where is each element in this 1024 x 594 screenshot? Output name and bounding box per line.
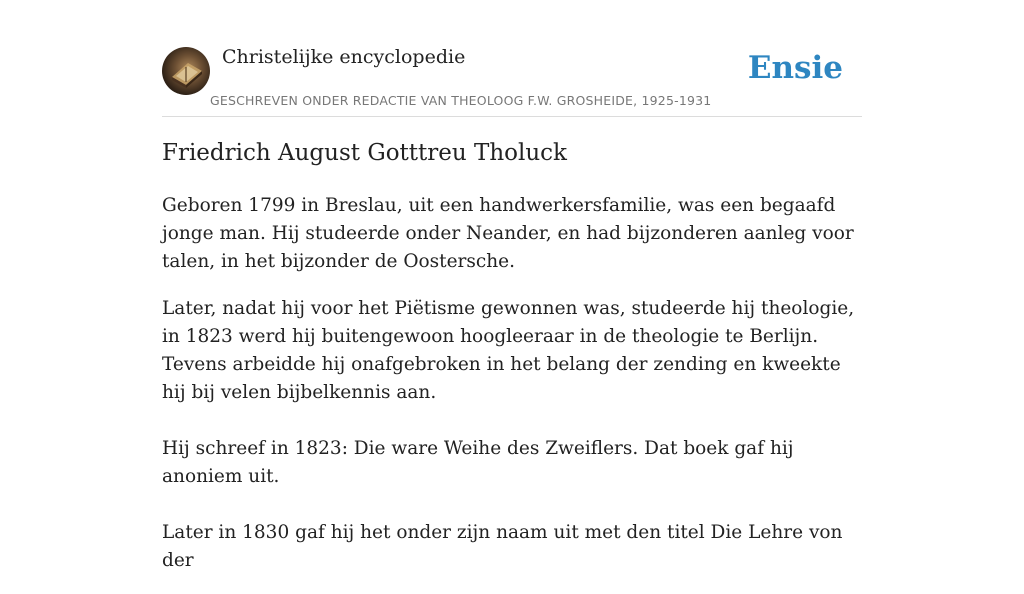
article-body (162, 192, 862, 594)
paragraph: Hij schreef in 1823: Die ware Weihe des Zweiflers. Dat boek gaf hij anoniem uit. (162, 438, 794, 487)
brand-logo[interactable]: Ensie (747, 50, 843, 86)
site-subtitle: GESCHREVEN ONDER REDACTIE VAN THEOLOOG F.W. GROSHEIDE, 1925-1931 (210, 93, 712, 108)
book-photo-icon (162, 47, 210, 95)
page-title: Friedrich August Gotttreu Tholuck (162, 140, 567, 166)
paragraph: Geboren 1799 in Breslau, uit een handwerkersfamilie, was een begaafd jonge man. Hij studeerde onder Neander, en had bijzonderen aanleg voor talen, in het bijzonder de Oostersche. (162, 195, 854, 272)
site-title[interactable]: Christelijke encyclopedie (222, 46, 466, 68)
paragraph: Later in 1830 gaf hij het onder zijn naam uit met den titel Die Lehre von der (162, 522, 843, 571)
site-header (162, 46, 862, 117)
paragraph: Later, nadat hij voor het Piëtisme gewonnen was, studeerde hij theologie, in 1823 werd hij buitengewoon hoogleeraar in de theologie te Berlijn. Tevens arbeidde hij onafgebroken in het belang der zending en kweekte hij bij velen bijbelkennis aan. (162, 298, 855, 403)
avatar[interactable] (162, 47, 210, 95)
